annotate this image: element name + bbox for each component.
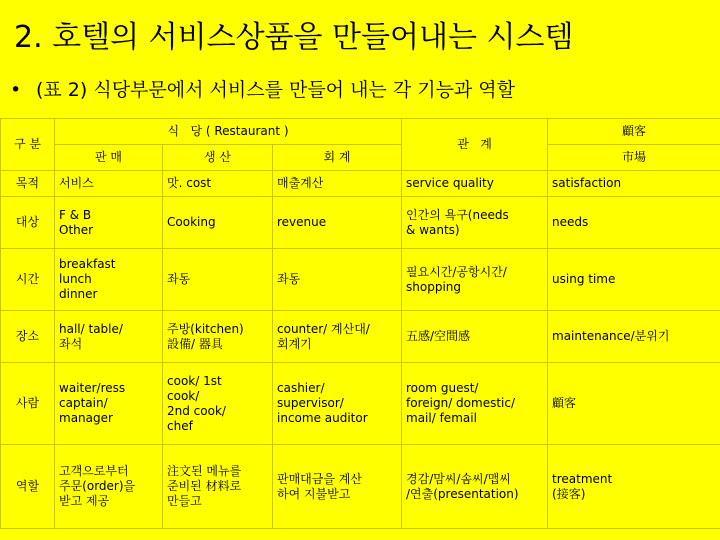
table-cell: hall/ table/ 좌석 [55,311,163,363]
row-label: 목적 [1,171,55,197]
table-cell: 인간의 욕구(needs & wants) [402,197,548,249]
table-cell: 필요시간/공항시간/ shopping [402,249,548,311]
table-cell: F & B Other [55,197,163,249]
table-cell: 주방(kitchen) 設備/ 器具 [163,311,273,363]
table-caption-text: (표 2) 식당부문에서 서비스를 만들어 내는 각 기능과 역할 [36,79,516,101]
row-label: 장소 [1,311,55,363]
table-cell: breakfast lunch dinner [55,249,163,311]
header-gubun: 구 분 [1,119,55,171]
table-cell: 경감/맘씨/솜씨/맵씨 /연출(presentation) [402,445,548,529]
table-cell: room guest/ foreign/ domestic/ mail/ femail [402,363,548,445]
table-cell: counter/ 계산대/ 회계기 [273,311,402,363]
table-cell: 注文된 메뉴를 준비된 材料로 만들고 [163,445,273,529]
page-title: 2. 호텔의 서비스상품을 만들어내는 시스템 [14,20,574,55]
row-label: 역할 [1,445,55,529]
row-label: 대상 [1,197,55,249]
table-row [1,171,720,197]
table-cell: waiter/ress captain/ manager [55,363,163,445]
table-caption [10,76,710,104]
table-cell: cashier/ supervisor/ income auditor [273,363,402,445]
header-hoegye: 회 계 [273,145,402,171]
table-cell: using time [548,249,720,311]
table-cell: revenue [273,197,402,249]
table-body [1,171,720,529]
header-restaurant: 식 당 ( Restaurant ) [55,119,402,145]
header-sijang: 市場 [548,145,720,171]
table-cell: 고객으로부터 주문(order)을 받고 제공 [55,445,163,529]
header-gwangye: 관 계 [402,119,548,171]
header-panmae: 판 매 [55,145,163,171]
table-row [1,249,720,311]
table-cell: treatment (接客) [548,445,720,529]
table-cell: 서비스 [55,171,163,197]
table-cell: 좌동 [273,249,402,311]
table-cell: satisfaction [548,171,720,197]
table-row [1,311,720,363]
table-cell: 顧客 [548,363,720,445]
header-gogaek: 顧客 [548,119,720,145]
table-cell: maintenance/분위기 [548,311,720,363]
table-cell: 매출계산 [273,171,402,197]
table-row [1,197,720,249]
header-saengsan: 생 산 [163,145,273,171]
table-row [1,363,720,445]
table-cell: Cooking [163,197,273,249]
table-cell: 맛. cost [163,171,273,197]
table-cell: needs [548,197,720,249]
bullet-icon: • [10,79,22,101]
table-cell: 五感/空間感 [402,311,548,363]
table-cell: 좌동 [163,249,273,311]
row-label: 시간 [1,249,55,311]
table-cell: cook/ 1st cook/ 2nd cook/ chef [163,363,273,445]
table-row [1,445,720,529]
row-label: 사람 [1,363,55,445]
table-cell: service quality [402,171,548,197]
function-role-table [0,118,720,529]
table-cell: 판매대금을 계산 하여 지불받고 [273,445,402,529]
